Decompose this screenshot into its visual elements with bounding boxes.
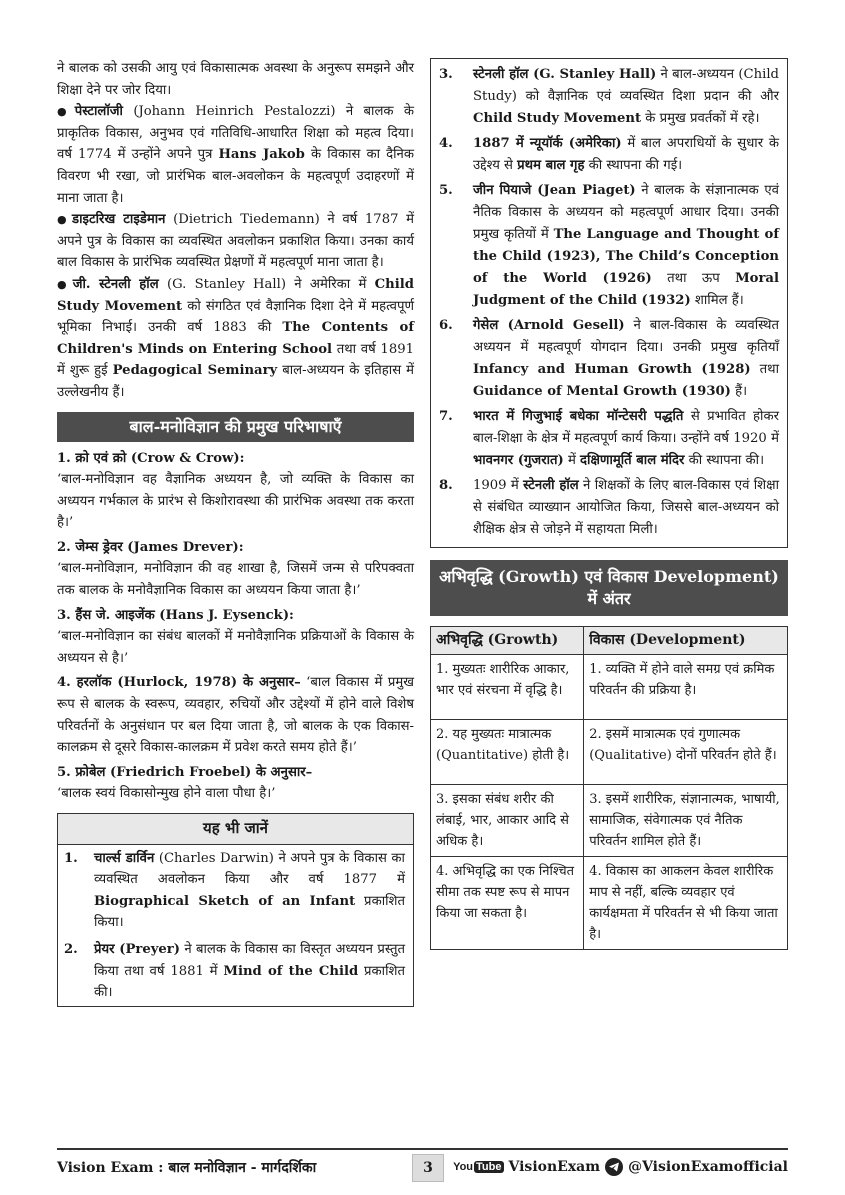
table-header-row xyxy=(431,627,788,655)
hall-text-2: को संगठित एवं वैज्ञानिक दिशा देने में महत्वपूर्ण भूमिका निभाई। उनकी वर्ष 1883 की xyxy=(57,298,415,336)
item-number: 5. xyxy=(439,183,453,198)
telegram-icon xyxy=(605,1158,623,1176)
item-span: प्रकाशित की। xyxy=(94,963,405,1001)
hall-text-4: बाल-अध्ययन के इतिहास में उल्लेखनीय हैं। xyxy=(57,363,415,400)
table-cell: 4. विकास का आकलन केवल शारीरिक माप से नहीं, बल्कि व्यवहार एवं कार्यक्षमता में परिवर्तन से भी किया जाता है। xyxy=(584,857,788,950)
item-number: 8. xyxy=(439,478,453,493)
definition-head: 5. फ्रोबेल (Friedrich Froebel) के अनुसार– xyxy=(57,764,313,780)
item-text xyxy=(473,406,779,472)
pestalozzi-paragraph xyxy=(57,101,414,209)
item-bold: Child Study Movement xyxy=(473,111,642,126)
definitions-title: बाल-मनोविज्ञान की प्रमुख परिभाषाएँ xyxy=(57,412,414,442)
item-span: की स्थापना की। xyxy=(684,453,765,468)
item-span: (Charles Darwin) ने अपने पुत्र के विकास का व्यवस्थित अवलोकन किया और वर्ष 1877 में xyxy=(94,850,405,888)
item-bold: भावनगर (गुजरात) xyxy=(473,453,564,468)
item-bold: भारत में गिजुभाई बधेका मॉन्टेसरी पद्धति xyxy=(473,409,684,424)
table-cell: 2. यह मुख्यतः मात्रात्मक (Quantitative) होती है। xyxy=(431,720,584,785)
bullet-icon xyxy=(57,212,72,227)
item-span: में बाल अपराधियों के सुधार के उद्देश्य से xyxy=(473,136,780,173)
hall-work-2: Pedagogical Seminary xyxy=(112,363,278,379)
table-row xyxy=(431,785,788,857)
fact-item-8 xyxy=(431,474,787,543)
footer-title: Vision Exam : बाल मनोविज्ञान - मार्गदर्शिका xyxy=(57,1160,317,1176)
fact-item-6 xyxy=(431,314,787,405)
fact-item-5 xyxy=(431,179,787,314)
item-span: से प्रभावित होकर बाल-शिक्षा के क्षेत्र में महत्वपूर्ण कार्य किया। उन्होंने वर्ष 1920 में xyxy=(473,409,779,446)
item-span: तथा xyxy=(750,362,779,377)
definition-3 xyxy=(57,605,414,670)
hall-paragraph xyxy=(57,274,414,404)
know-item-2 xyxy=(58,936,413,1006)
growth-development-title: अभिवृद्धि (Growth) एवं विकास Development) में अंतर xyxy=(430,560,788,616)
item-bold: जीन पियाजे (Jean Piaget) xyxy=(473,183,636,198)
definition-head: 1. क्रो एवं क्रो (Crow & Crow): xyxy=(57,450,245,466)
also-know-box xyxy=(57,813,414,1007)
item-text xyxy=(94,848,405,934)
table-cell: 3. इसका संबंध शरीर की लंबाई, भार, आकार आदि से अधिक है। xyxy=(431,785,584,857)
table-header-growth: अभिवृद्धि (Growth) xyxy=(431,627,584,655)
definition-head: 3. हैंस जे. आइजेंक (Hans J. Eysenck): xyxy=(57,607,294,623)
item-bold: स्टेनली हॉल xyxy=(523,478,579,493)
item-bold: स्टेनली हॉल (G. Stanley Hall) xyxy=(473,67,657,82)
youtube-you: You xyxy=(453,1161,474,1173)
definition-head: 2. जेम्स ड्रेवर (James Drever): xyxy=(57,539,244,555)
telegram-handle: @VisionExamofficial xyxy=(628,1159,788,1175)
item-text xyxy=(473,133,779,177)
right-column xyxy=(430,58,788,950)
tiedemann-paragraph xyxy=(57,209,414,274)
bullet-icon xyxy=(57,277,73,292)
bullet-icon xyxy=(57,104,75,119)
item-text xyxy=(473,180,779,312)
hall-work-1: The Contents of Children's Minds on Entering School xyxy=(57,320,414,357)
item-span: शामिल हैं। xyxy=(690,293,744,308)
item-text xyxy=(473,475,779,541)
pestalozzi-name: पेस्टालॉजी xyxy=(74,104,123,120)
growth-development-table xyxy=(430,626,788,950)
tiedemann-text: ने वर्ष 1787 में अपने पुत्र के विकास का व्यवस्थित अवलोकन प्रकाशित किया। उनका कार्य बाल विकास के प्रारंभिक व्यवस्थित प्रेक्षणों में महत्वपूर्ण माना जाता है। xyxy=(57,212,414,271)
item-number: 6. xyxy=(439,318,453,333)
item-number: 7. xyxy=(439,409,453,424)
facts-box xyxy=(430,58,788,548)
table-row xyxy=(431,655,788,720)
tiedemann-name-en: (Dietrich Tiedemann) xyxy=(173,212,320,228)
item-bold: Infancy and Human Growth (1928) xyxy=(473,362,751,377)
footer-social xyxy=(453,1158,788,1176)
fact-item-4 xyxy=(431,132,787,179)
pestalozzi-text: ने बालक के प्राकृतिक विकास, अनुभव एवं गतिविधि-आधारित शिक्षा को महत्व दिया। वर्ष 1774 में उन्होंने अपने पुत्र xyxy=(57,104,414,163)
pestalozzi-text-2: के विकास का दैनिक विवरण भी रखा, जो प्रारंभिक बाल-अवलोकन के महत्वपूर्ण उदाहरणों में माना जाता है। xyxy=(57,147,415,206)
table-cell: 1. मुख्यतः शारीरिक आकार, भार एवं संरचना में वृद्धि है। xyxy=(431,655,584,720)
fact-item-7 xyxy=(431,405,787,474)
item-number: 2. xyxy=(64,941,78,957)
item-number: 3. xyxy=(439,67,453,82)
item-span: में xyxy=(563,453,581,468)
hall-text-3: तथा वर्ष 1891 में शुरू हुई xyxy=(57,341,414,379)
table-cell: 2. इसमें मात्रात्मक एवं गुणात्मक (Qualitative) दोनों परिवर्तन होते हैं। xyxy=(584,720,788,785)
fact-item-3 xyxy=(431,63,787,132)
table-cell: 4. अभिवृद्धि का एक निश्चित सीमा तक स्पष्ट रूप से मापन किया जा सकता है। xyxy=(431,857,584,950)
also-know-title: यह भी जानें xyxy=(58,814,413,845)
item-bold: गेसेल (Arnold Gesell) xyxy=(473,318,625,333)
left-column xyxy=(57,58,414,1007)
page-footer xyxy=(57,1148,788,1190)
definition-4 xyxy=(57,672,414,758)
item-span: प्रकाशित किया। xyxy=(94,893,406,931)
item-bold: Guidance of Mental Growth (1930) xyxy=(473,384,731,399)
item-span: ने बालक के संज्ञानात्मक एवं नैतिक विकास के अध्ययन को महत्वपूर्ण आधार दिया। उनकी प्रमुख कृतियों में xyxy=(473,183,779,242)
page-number: 3 xyxy=(412,1154,444,1182)
item-number: 4. xyxy=(439,136,453,151)
item-span: तथा ऊप xyxy=(651,271,736,286)
definition-text: ‘बाल-मनोविज्ञान, मनोविज्ञान की वह शाखा है, जिसमें जन्म से परिपक्वता तक बालक के मनोवैज्ञानिक विकास का अध्ययन किया जाता है।’ xyxy=(57,561,414,599)
item-span: ने शिक्षकों के लिए बाल-विकास एवं शिक्षा से संबंधित व्याख्यान आयोजित किया, जिससे बाल-अध्ययन को शैक्षिक क्षेत्र से जोड़ने में सहायता मिली। xyxy=(473,478,780,537)
hall-name: जी. स्टेनली हॉल xyxy=(72,276,159,292)
table-row xyxy=(431,857,788,950)
item-bold: Mind of the Child xyxy=(223,963,359,979)
table-header-development: विकास (Development) xyxy=(584,627,788,655)
table-cell: 1. व्यक्ति में होने वाले समग्र एवं क्रमिक परिवर्तन की प्रक्रिया है। xyxy=(584,655,788,720)
channel-name: VisionExam xyxy=(508,1159,601,1175)
hall-movement: Child Study Movement xyxy=(57,276,414,314)
item-span: ने बाल-विकास के व्यवस्थित अध्ययन में महत्वपूर्ण योगदान दिया। उनकी प्रमुख कृतियाँ xyxy=(473,318,779,355)
item-bold: Moral Judgment of the Child (1932) xyxy=(473,271,779,308)
item-text xyxy=(473,64,779,130)
item-bold: Biographical Sketch of an Infant xyxy=(94,893,356,909)
pestalozzi-name-en: (Johann Heinrich Pestalozzi) xyxy=(133,104,336,120)
item-span: 1909 में xyxy=(473,478,524,493)
item-bold: प्रथम बाल गृह xyxy=(517,158,585,173)
youtube-tube: Tube xyxy=(476,1161,502,1173)
item-span: की स्थापना की गई। xyxy=(584,158,683,173)
know-item-1 xyxy=(58,845,413,936)
item-span: ने बाल-अध्ययन (Child Study) को वैज्ञानिक एवं व्यवस्थित दिशा प्रदान की और xyxy=(473,67,779,104)
item-text xyxy=(473,315,779,403)
item-number: 1. xyxy=(64,850,78,866)
definition-text: ‘बाल विकास में प्रमुख रूप से बालक के स्वरूप, व्यवहार, रुचियों और उद्देश्यों में होने वाले विशेष परिवर्तनों के अनुसंधान पर बल दिया जाता है, जो बालक के एक विकास-कालक्रम से दूसरे विकास-कालक्रम में प्रवेश करते समय होते हैं।’ xyxy=(57,675,414,756)
item-bold: 1887 में न्यूयॉर्क (अमेरिका) xyxy=(473,136,622,151)
intro-paragraph: ने बालक को उसकी आयु एवं विकासात्मक अवस्था के अनुरूप समझने और शिक्षा देने पर जोर दिया। xyxy=(57,61,414,98)
tiedemann-name: डाइटरिख टाइडेमान xyxy=(72,212,166,228)
item-span: ने बालक के विकास का विस्तृत अध्ययन प्रस्तुत किया तथा वर्ष 1881 में xyxy=(94,941,405,979)
table-row xyxy=(431,720,788,785)
hall-name-en: (G. Stanley Hall) xyxy=(166,276,287,292)
item-bold: प्रेयर (Preyer) xyxy=(94,941,180,957)
definition-2 xyxy=(57,537,414,602)
item-bold: The Language and Thought of the Child (1923), The Child’s Conception of the World (1926) xyxy=(473,227,779,286)
definition-text: ‘बाल-मनोविज्ञान का संबंध बालकों में मनोवैज्ञानिक प्रक्रियाओं के विकास के अध्ययन से है।’ xyxy=(57,629,414,666)
pestalozzi-son: Hans Jakob xyxy=(218,147,305,163)
youtube-icon xyxy=(453,1161,503,1173)
definition-head: 4. हरलॉक (Hurlock, 1978) के अनुसार– xyxy=(57,675,301,691)
table-cell: 3. इसमें शारीरिक, संज्ञानात्मक, भाषायी, सामाजिक, संवेगात्मक एवं नैतिक परिवर्तन शामिल होते हैं। xyxy=(584,785,788,857)
definition-text: ‘बालक स्वयं विकासोन्मुख होने वाला पौधा है।’ xyxy=(57,786,276,802)
item-text xyxy=(94,939,405,1004)
item-bold: चार्ल्स डार्विन xyxy=(94,850,155,866)
hall-text: ने अमेरिका में xyxy=(286,276,375,292)
item-span: हैं। xyxy=(730,384,748,399)
item-bold: दक्षिणामूर्ति बाल मंदिर xyxy=(580,453,685,468)
item-span: के प्रमुख प्रवर्तकों में रहे। xyxy=(641,111,760,126)
definition-5 xyxy=(57,762,414,805)
definition-text: ‘बाल-मनोविज्ञान वह वैज्ञानिक अध्ययन है, जो व्यक्ति के विकास का अध्ययन गर्भकाल के प्रारंभ से किशोरावस्था की प्रारंभिक अवस्था तक करता है।’ xyxy=(57,472,414,531)
definition-1 xyxy=(57,448,414,534)
